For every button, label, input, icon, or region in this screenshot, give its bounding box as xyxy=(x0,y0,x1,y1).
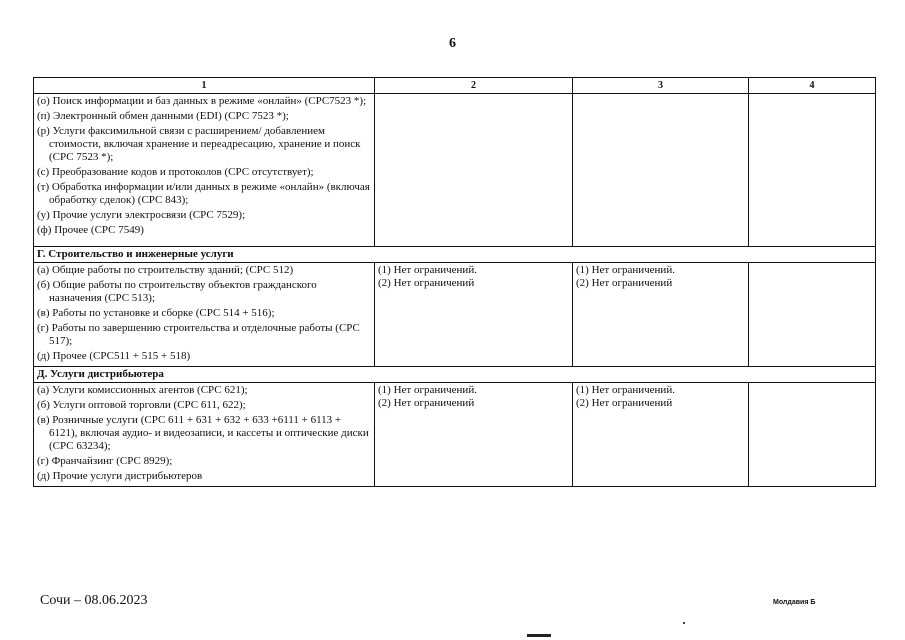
condition-text: (2) Нет ограничений xyxy=(378,397,475,409)
service-item: (а) Общие работы по строительству зданий; (СРС 512) xyxy=(37,264,294,276)
service-item: (п) Электронный обмен данными (EDI) (СРС 7523 *); xyxy=(37,110,289,122)
service-item: (р) Услуги факсимильной связи с расширением/ добавлением стоимости, включая хранение и переадресацию, хранение и поиск (СРС 7523 *); xyxy=(37,125,361,163)
condition-text: (2) Нет ограничений xyxy=(576,397,673,409)
condition-text: (2) Нет ограничений xyxy=(576,277,673,289)
service-item: (а) Услуги комиссионных агентов (СРС 621); xyxy=(37,384,248,396)
services-cell xyxy=(34,383,375,487)
section-title: Д. Услуги дистрибьютера xyxy=(34,367,876,383)
footer-country-tag: Молдавия Б xyxy=(773,599,816,606)
table-header-row xyxy=(34,78,876,94)
market-access-cell xyxy=(375,383,573,487)
national-treatment-cell xyxy=(573,263,749,367)
column-header: 3 xyxy=(573,78,749,94)
condition-text: (1) Нет ограничений. xyxy=(378,384,477,396)
column-header: 4 xyxy=(749,78,876,94)
empty-cell xyxy=(749,383,876,487)
service-item: (у) Прочие услуги электросвязи (СРС 7529); xyxy=(37,209,246,221)
condition-text: (2) Нет ограничений xyxy=(378,277,475,289)
service-item: (т) Обработка информации и/или данных в режиме «онлайн» (включая обработку сделок) (СРС 843); xyxy=(37,181,370,206)
column-header: 1 xyxy=(34,78,375,94)
service-item: (о) Поиск информации и баз данных в режиме «онлайн» (СРС7523 *); xyxy=(37,95,367,107)
service-item: (д) Прочее (СРС511 + 515 + 518) xyxy=(37,350,191,362)
scan-artifact xyxy=(527,634,551,637)
condition-text: (1) Нет ограничений. xyxy=(378,264,477,276)
condition-text: (1) Нет ограничений. xyxy=(576,264,675,276)
service-item: (д) Прочие услуги дистрибьютеров xyxy=(37,470,203,482)
table-row xyxy=(34,263,876,367)
service-item: (в) Розничные услуги (СРС 611 + 631 + 632 + 633 +6111 + 6113 + 6121), включая аудио- и видеозаписи, и кассеты и оптические диски (СРС 63234); xyxy=(37,414,369,452)
empty-cell xyxy=(573,94,749,247)
service-item: (г) Франчайзинг (СРС 8929); xyxy=(37,455,173,467)
services-cell xyxy=(34,94,375,247)
national-treatment-cell xyxy=(573,383,749,487)
service-item: (ф) Прочее (СРС 7549) xyxy=(37,224,144,236)
empty-cell xyxy=(375,94,573,247)
section-header-row xyxy=(34,367,876,383)
service-item: (б) Услуги оптовой торговли (СРС 611, 622); xyxy=(37,399,246,411)
table-row xyxy=(34,94,876,247)
service-item: (г) Работы по завершению строительства и отделочные работы (СРС 517); xyxy=(37,322,360,347)
market-access-cell xyxy=(375,263,573,367)
section-header-row xyxy=(34,247,876,263)
scan-artifact xyxy=(683,622,685,624)
footer-place-date: Сочи – 08.06.2023 xyxy=(40,593,148,608)
column-header: 2 xyxy=(375,78,573,94)
services-cell xyxy=(34,263,375,367)
commitments-table xyxy=(33,77,876,487)
table-row xyxy=(34,383,876,487)
service-item: (с) Преобразование кодов и протоколов (СРС отсутствует); xyxy=(37,166,314,178)
condition-text: (1) Нет ограничений. xyxy=(576,384,675,396)
page-number: 6 xyxy=(449,36,456,51)
empty-cell xyxy=(749,263,876,367)
empty-cell xyxy=(749,94,876,247)
section-title: Г. Строительство и инженерные услуги xyxy=(34,247,876,263)
service-item: (б) Общие работы по строительству объектов гражданского назначения (СРС 513); xyxy=(37,279,317,304)
service-item: (в) Работы по установке и сборке (СРС 514 + 516); xyxy=(37,307,275,319)
